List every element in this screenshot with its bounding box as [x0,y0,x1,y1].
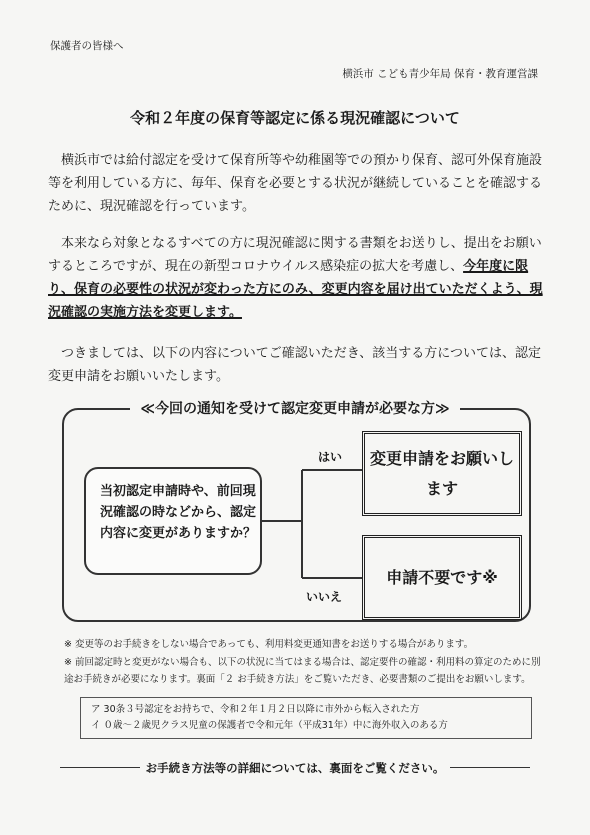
change-paragraph-text: 本来なら対象となるすべての方に現況確認に関する書類をお送りし、提出をお願いするところですが、現在の新型コロナウイルス感染症の拡大を考慮し、 [48,236,542,274]
intro-paragraph: 横浜市では給付認定を受けて保育所等や幼稚園等での預かり保育、認可外保育施設等を利用している方に、毎年、保育を必要とする状況が継続していることを確認するために、現況確認を行っています。 [48,153,543,214]
request-paragraph: つきましては、以下の内容についてご確認いただき、該当する方については、認定変更申請をお願いいたします。 [48,346,541,384]
flow-heading: ≪今回の通知を受けて認定変更申請が必要な方≫ [0,398,590,418]
question-box: 当初認定申請時や、前回現況確認の時などから、認定内容に変更がありますか？ [84,467,262,575]
no-label: いいえ [306,590,343,604]
note-1: ※ 変更等のお手続きをしない場合であっても、利用料変更通知書をお送りする場合があります。 [64,639,474,650]
addressee: 保護者の皆様へ [50,40,124,52]
change-paragraph-emphasis: 今年度に限り、保育の必要性の状況が変わった方にのみ、変更内容を届け出ていただくよう、現況確認の実施方法を変更します。 [48,259,543,320]
case-item: ア 30条３号認定をお持ちで、令和２年１月２日以降に市外から転入された方 [91,704,420,715]
page-title: 令和２年度の保育等認定に係る現況確認について [130,109,460,127]
cases-box [80,697,532,739]
issuing-department: 横浜市 こども青少年局 保育・教育運営課 [342,68,538,80]
yes-label: はい [318,450,343,464]
yes-answer-box: 変更申請をお願いします [362,431,522,516]
note-2: ※ 前回認定時と変更がない場合も、以下の状況に当てはまる場合は、認定要件の確認・利用料の算定のために別途お手続きが必要になります。裏面「２ お手続き方法」をご覧いただき、必要書類のご提出をお願いします。 [64,657,541,685]
footer-note: お手続き方法等の詳細については、裏面をご覧ください。 [60,760,530,776]
no-answer-box: 申請不要です※ [362,535,522,620]
case-item: イ ０歳～２歳児クラス児童の保護者で令和元年（平成31年）中に海外収入のある方 [91,720,448,731]
